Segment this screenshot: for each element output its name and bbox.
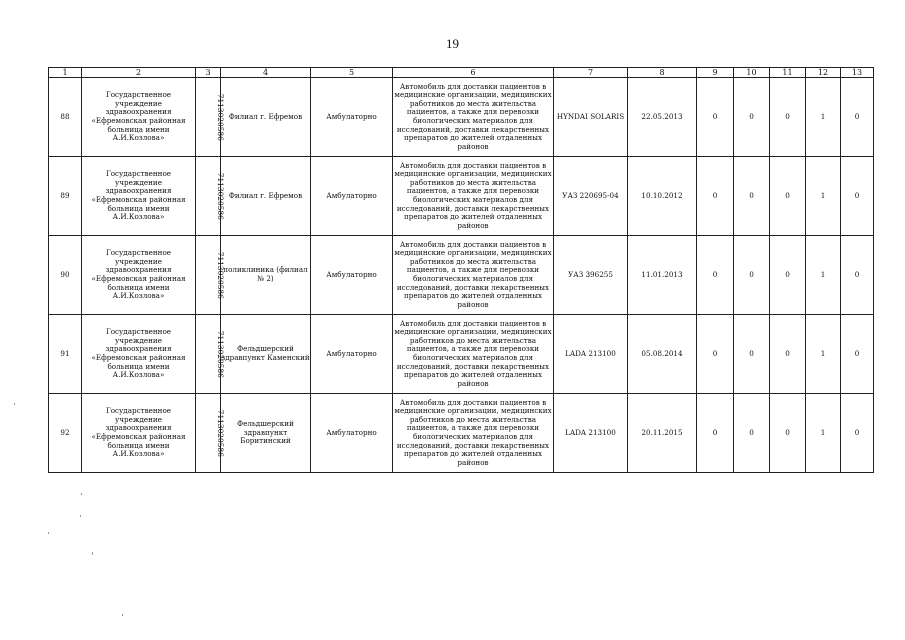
inn-text: 7113020586 xyxy=(215,251,225,299)
table-row xyxy=(49,315,874,394)
date-cell: 20.11.2015 xyxy=(628,394,697,473)
row-number: 88 xyxy=(49,78,82,157)
value-cell: 0 xyxy=(770,78,806,157)
row-number: 92 xyxy=(49,394,82,473)
date-cell: 11.01.2013 xyxy=(628,236,697,315)
column-number: 6 xyxy=(393,68,554,78)
organization-cell: Государственное учреждение здравоохранения «Ефремовская районная больница имени А.И.Козлова» xyxy=(82,157,196,236)
column-number: 13 xyxy=(841,68,874,78)
value-cell: 1 xyxy=(806,157,841,236)
value-cell: 0 xyxy=(841,315,874,394)
scan-speck xyxy=(92,552,93,555)
care-type-cell: Амбулаторно xyxy=(311,157,393,236)
value-cell: 0 xyxy=(734,157,770,236)
vehicle-model-cell: УАЗ 396255 xyxy=(554,236,628,315)
value-cell: 0 xyxy=(697,157,734,236)
inn-cell xyxy=(196,315,225,394)
column-number: 12 xyxy=(806,68,841,78)
care-type-cell: Амбулаторно xyxy=(311,78,393,157)
column-number: 3 xyxy=(196,68,221,78)
scan-speck xyxy=(14,403,15,405)
scan-speck xyxy=(48,532,49,534)
vehicle-model-cell: LADA 213100 xyxy=(554,394,628,473)
column-number: 8 xyxy=(628,68,697,78)
column-number: 5 xyxy=(311,68,393,78)
column-number: 1 xyxy=(49,68,82,78)
organization-cell: Государственное учреждение здравоохранения «Ефремовская районная больница имени А.И.Козлова» xyxy=(82,78,196,157)
inn-cell xyxy=(196,157,225,236)
value-cell: 0 xyxy=(841,236,874,315)
inn-cell xyxy=(196,78,225,157)
purpose-cell: Автомобиль для доставки пациентов в медицинские организации, медицинских работников до места жительства пациентов, а также для перевозки биологических материалов для исследований, доставки лекарственных препаратов до жителей отдаленных районов xyxy=(393,315,554,394)
value-cell: 1 xyxy=(806,236,841,315)
unit-cell: Фельдшерский здравпункт Каменский xyxy=(221,315,311,394)
value-cell: 1 xyxy=(806,78,841,157)
value-cell: 0 xyxy=(734,315,770,394)
unit-cell: поликлиника (филиал № 2) xyxy=(221,236,311,315)
table-row xyxy=(49,236,874,315)
row-number: 89 xyxy=(49,157,82,236)
inn-text: 7113020586 xyxy=(215,93,225,141)
organization-cell: Государственное учреждение здравоохранения «Ефремовская районная больница имени А.И.Козлова» xyxy=(82,315,196,394)
column-number: 9 xyxy=(697,68,734,78)
value-cell: 0 xyxy=(770,157,806,236)
value-cell: 0 xyxy=(841,78,874,157)
value-cell: 0 xyxy=(841,157,874,236)
vehicle-model-cell: HYNDAI SOLARIS xyxy=(554,78,628,157)
organization-cell: Государственное учреждение здравоохранения «Ефремовская районная больница имени А.И.Козлова» xyxy=(82,394,196,473)
unit-cell: Филиал г. Ефремов xyxy=(221,78,311,157)
purpose-cell: Автомобиль для доставки пациентов в медицинские организации, медицинских работников до места жительства пациентов, а также для перевозки биологических материалов для исследований, доставки лекарственных препаратов до жителей отдаленных районов xyxy=(393,78,554,157)
value-cell: 0 xyxy=(734,394,770,473)
inn-text: 7113020586 xyxy=(215,330,225,378)
value-cell: 0 xyxy=(734,236,770,315)
table-row xyxy=(49,394,874,473)
inn-cell xyxy=(196,236,225,315)
column-number: 4 xyxy=(221,68,311,78)
value-cell: 1 xyxy=(806,315,841,394)
value-cell: 0 xyxy=(841,394,874,473)
date-cell: 22.05.2013 xyxy=(628,78,697,157)
care-type-cell: Амбулаторно xyxy=(311,236,393,315)
value-cell: 0 xyxy=(697,315,734,394)
value-cell: 0 xyxy=(770,236,806,315)
scan-speck xyxy=(81,493,82,495)
value-cell: 0 xyxy=(770,394,806,473)
date-cell: 05.08.2014 xyxy=(628,315,697,394)
vehicle-model-cell: LADA 213100 xyxy=(554,315,628,394)
value-cell: 0 xyxy=(697,78,734,157)
column-number: 11 xyxy=(770,68,806,78)
unit-cell: Фельдшерский здравпункт Боритинский xyxy=(221,394,311,473)
value-cell: 1 xyxy=(806,394,841,473)
column-number: 10 xyxy=(734,68,770,78)
scan-speck xyxy=(80,515,81,517)
purpose-cell: Автомобиль для доставки пациентов в медицинские организации, медицинских работников до места жительства пациентов, а также для перевозки биологических материалов для исследований, доставки лекарственных препаратов до жителей отдаленных районов xyxy=(393,236,554,315)
inn-text: 7113020586 xyxy=(215,172,225,220)
purpose-cell: Автомобиль для доставки пациентов в медицинские организации, медицинских работников до места жительства пациентов, а также для перевозки биологических материалов для исследований, доставки лекарственных препаратов до жителей отдаленных районов xyxy=(393,157,554,236)
row-number: 91 xyxy=(49,315,82,394)
inn-text: 7113020586 xyxy=(215,409,225,457)
value-cell: 0 xyxy=(734,78,770,157)
date-cell: 10.10.2012 xyxy=(628,157,697,236)
page-number: 19 xyxy=(446,36,459,51)
value-cell: 0 xyxy=(770,315,806,394)
inn-cell xyxy=(196,394,225,473)
column-number-row xyxy=(49,68,874,78)
vehicle-model-cell: УАЗ 220695-04 xyxy=(554,157,628,236)
scan-speck xyxy=(122,614,123,616)
vehicle-table xyxy=(48,67,874,473)
organization-cell: Государственное учреждение здравоохранения «Ефремовская районная больница имени А.И.Козлова» xyxy=(82,236,196,315)
row-number: 90 xyxy=(49,236,82,315)
care-type-cell: Амбулаторно xyxy=(311,315,393,394)
unit-cell: Филиал г. Ефремов xyxy=(221,157,311,236)
value-cell: 0 xyxy=(697,236,734,315)
table-row xyxy=(49,78,874,157)
purpose-cell: Автомобиль для доставки пациентов в медицинские организации, медицинских работников до места жительства пациентов, а также для перевозки биологических материалов для исследований, доставки лекарственных препаратов до жителей отдаленных районов xyxy=(393,394,554,473)
column-number: 2 xyxy=(82,68,196,78)
value-cell: 0 xyxy=(697,394,734,473)
column-number: 7 xyxy=(554,68,628,78)
care-type-cell: Амбулаторно xyxy=(311,394,393,473)
table-row xyxy=(49,157,874,236)
